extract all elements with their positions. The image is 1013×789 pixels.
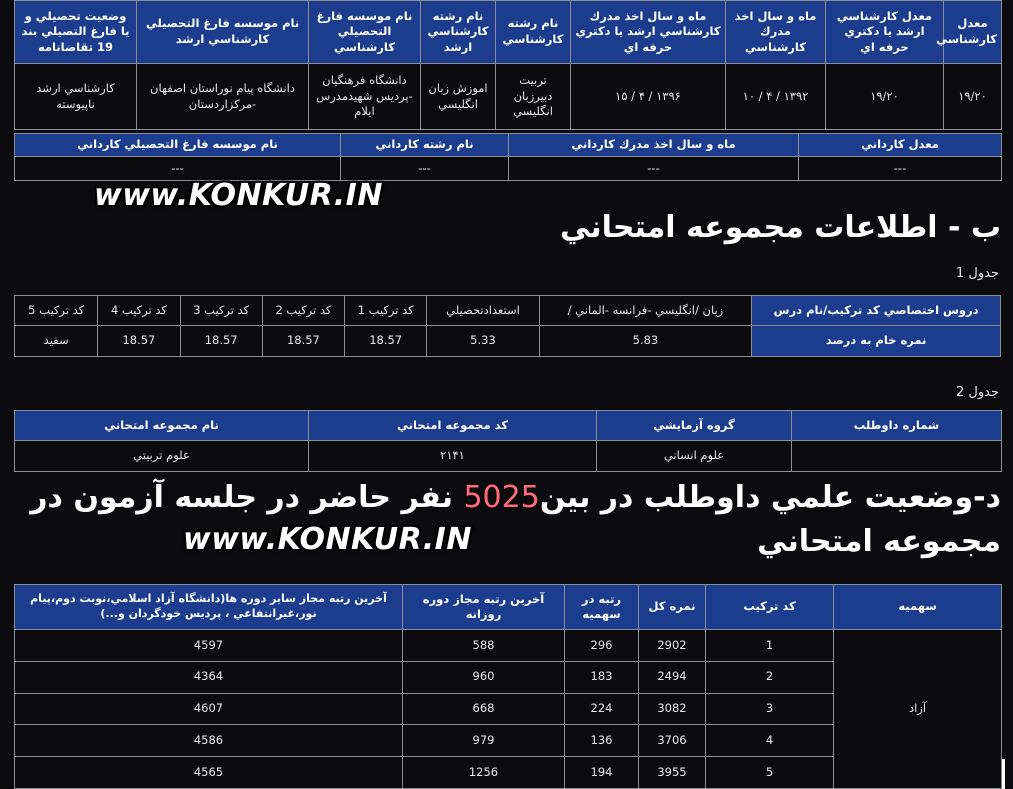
quota-cell: آزاد bbox=[834, 630, 1002, 789]
value-cell bbox=[792, 441, 1002, 472]
header-cell: ماه و سال اخذ مدرك كارشناسي bbox=[726, 1, 826, 64]
other-rank-cell: 4597 bbox=[15, 630, 403, 662]
status-suffix: نفر حاضر در جلسه آزمون در مجموعه امتحاني bbox=[30, 480, 1001, 559]
score-cell: 3955 bbox=[639, 757, 706, 789]
other-rank-cell: 4607 bbox=[15, 693, 403, 725]
header-cell: نام رشته كارشناسي ارشد bbox=[421, 1, 496, 64]
value-cell: ۲۱۴۱ bbox=[309, 441, 597, 472]
score-cell: 3082 bbox=[639, 693, 706, 725]
score-value: 18.57 bbox=[98, 326, 180, 357]
header-cell: شماره داوطلب bbox=[792, 411, 1002, 441]
column-title: كد تركيب 1 bbox=[345, 296, 427, 326]
header-cell: سهميه bbox=[834, 585, 1002, 630]
header-cell: ماه و سال اخذ مدرك كارشناسي ارشد يا دكتري حرفه اي bbox=[571, 1, 726, 64]
value-cell: كارشناسي ارشد ناپيوسته bbox=[15, 64, 137, 130]
score-value: 5.33 bbox=[427, 326, 539, 357]
score-cell: 3706 bbox=[639, 725, 706, 757]
rank-cell: 183 bbox=[565, 661, 639, 693]
code-cell: 5 bbox=[706, 757, 834, 789]
daily-rank-cell: 960 bbox=[403, 661, 565, 693]
education-header-row bbox=[15, 1, 1002, 64]
value-cell: ۱۳۹۶ / ۴ / ۱۵ bbox=[571, 64, 726, 130]
column-title: زبان /انگليسي -فرانسه -الماني / bbox=[539, 296, 752, 326]
other-rank-cell: 4565 bbox=[15, 757, 403, 789]
column-title: كد تركيب 4 bbox=[98, 296, 180, 326]
section-title: ب - اطلاعات مجموعه امتحاني bbox=[559, 210, 1001, 245]
score-value: سفيد bbox=[15, 326, 98, 357]
rank-cell: 194 bbox=[565, 757, 639, 789]
value-cell: اموزش زبان انگليسي bbox=[421, 64, 496, 130]
table-row bbox=[15, 630, 1002, 662]
exam-group-table bbox=[14, 410, 1002, 472]
participant-count: 5025 bbox=[463, 480, 540, 515]
value-cell: --- bbox=[341, 157, 509, 181]
score-value: 18.57 bbox=[262, 326, 344, 357]
daily-rank-cell: 1256 bbox=[403, 757, 565, 789]
status-prefix: د-وضعيت علمي داوطلب در بين bbox=[539, 480, 1001, 515]
header-cell: وضعيت تحصيلي و يا فارغ التصيلي بند 19 تقاضانامه bbox=[15, 1, 137, 64]
value-cell: دانشگاه فرهنگيان -پرديس شهيدمدرس ايلام bbox=[309, 64, 421, 130]
code-cell: 2 bbox=[706, 661, 834, 693]
header-cell: كد مجموعه امتحاني bbox=[309, 411, 597, 441]
candidate-status-heading bbox=[11, 476, 1001, 563]
value-cell: ۱۹/۲۰ bbox=[826, 64, 944, 130]
header-cell: آخرين رتبه مجاز دوره روزانه bbox=[403, 585, 565, 630]
daily-rank-cell: 588 bbox=[403, 630, 565, 662]
score-value: 5.83 bbox=[539, 326, 752, 357]
other-rank-cell: 4364 bbox=[15, 661, 403, 693]
column-title: كد تركيب 2 bbox=[262, 296, 344, 326]
header-cell: رتبه در سهميه bbox=[565, 585, 639, 630]
scores-table bbox=[14, 295, 1001, 357]
header-cell: گروه آزمايشي bbox=[597, 411, 792, 441]
header-cell: نام موسسه فارغ التحصيلي كارشناسي bbox=[309, 1, 421, 64]
row-header: دروس اختصاصي كد تركيب/نام درس bbox=[752, 296, 1001, 326]
value-cell: تربيت دبيرزبان انگليسي bbox=[496, 64, 571, 130]
code-cell: 4 bbox=[706, 725, 834, 757]
score-value: 18.57 bbox=[180, 326, 262, 357]
header-cell: ماه و سال اخذ مدرك كارداني bbox=[509, 134, 799, 157]
table-label: جدول 2 bbox=[956, 385, 999, 400]
rank-cell: 224 bbox=[565, 693, 639, 725]
value-cell: --- bbox=[509, 157, 799, 181]
rank-cell: 296 bbox=[565, 630, 639, 662]
header-cell: نام مجموعه امتحاني bbox=[15, 411, 309, 441]
column-title: كد تركيب 5 bbox=[15, 296, 98, 326]
kardani-table bbox=[14, 133, 1002, 181]
table-label: جدول 1 bbox=[956, 266, 999, 281]
column-title: استعدادتحصيلي bbox=[427, 296, 539, 326]
value-cell: --- bbox=[799, 157, 1002, 181]
header-cell: آخرين رتبه مجاز ساير دوره ها(دانشگاه آزاد اسلامي،نوبت دوم،پيام نور،غيرانتفاعي ، پرديس خودگردان و...) bbox=[15, 585, 403, 630]
header-cell: نمره كل bbox=[639, 585, 706, 630]
value-cell: علوم تربيتي bbox=[15, 441, 309, 472]
header-cell: معدل كارداني bbox=[799, 134, 1002, 157]
header-cell: معدل كارشناسي bbox=[944, 1, 1002, 64]
score-value: 18.57 bbox=[345, 326, 427, 357]
header-cell: نام موسسه فارغ التحصيلي كارداني bbox=[15, 134, 341, 157]
header-cell: نام رشته كارداني bbox=[341, 134, 509, 157]
code-cell: 1 bbox=[706, 630, 834, 662]
code-cell: 3 bbox=[706, 693, 834, 725]
watermark-text: www.KONKUR.IN bbox=[183, 522, 472, 557]
value-cell: علوم انساني bbox=[597, 441, 792, 472]
education-value-row bbox=[15, 64, 1002, 130]
value-cell: ۱۳۹۲ / ۴ / ۱۰ bbox=[726, 64, 826, 130]
scroll-indicator bbox=[1002, 759, 1005, 789]
header-cell: كد تركيب bbox=[706, 585, 834, 630]
header-cell: معدل كارشناسي ارشد يا دكتري حرفه اي bbox=[826, 1, 944, 64]
header-cell: نام رشته كارشناسي bbox=[496, 1, 571, 64]
other-rank-cell: 4586 bbox=[15, 725, 403, 757]
value-cell: ۱۹/۲۰ bbox=[944, 64, 1002, 130]
header-cell: نام موسسه فارغ التحصيلي كارشناسي ارشد bbox=[137, 1, 309, 64]
daily-rank-cell: 979 bbox=[403, 725, 565, 757]
education-table bbox=[14, 0, 1002, 130]
score-cell: 2494 bbox=[639, 661, 706, 693]
daily-rank-cell: 668 bbox=[403, 693, 565, 725]
value-cell: دانشگاه پيام نوراستان اصفهان -مركزاردستان bbox=[137, 64, 309, 130]
column-title: كد تركيب 3 bbox=[180, 296, 262, 326]
rank-cell: 136 bbox=[565, 725, 639, 757]
value-cell: --- bbox=[15, 157, 341, 181]
watermark-text: www.KONKUR.IN bbox=[94, 178, 383, 213]
score-cell: 2902 bbox=[639, 630, 706, 662]
rank-table bbox=[14, 584, 1002, 789]
row-header: نمره خام به درصد bbox=[752, 326, 1001, 357]
